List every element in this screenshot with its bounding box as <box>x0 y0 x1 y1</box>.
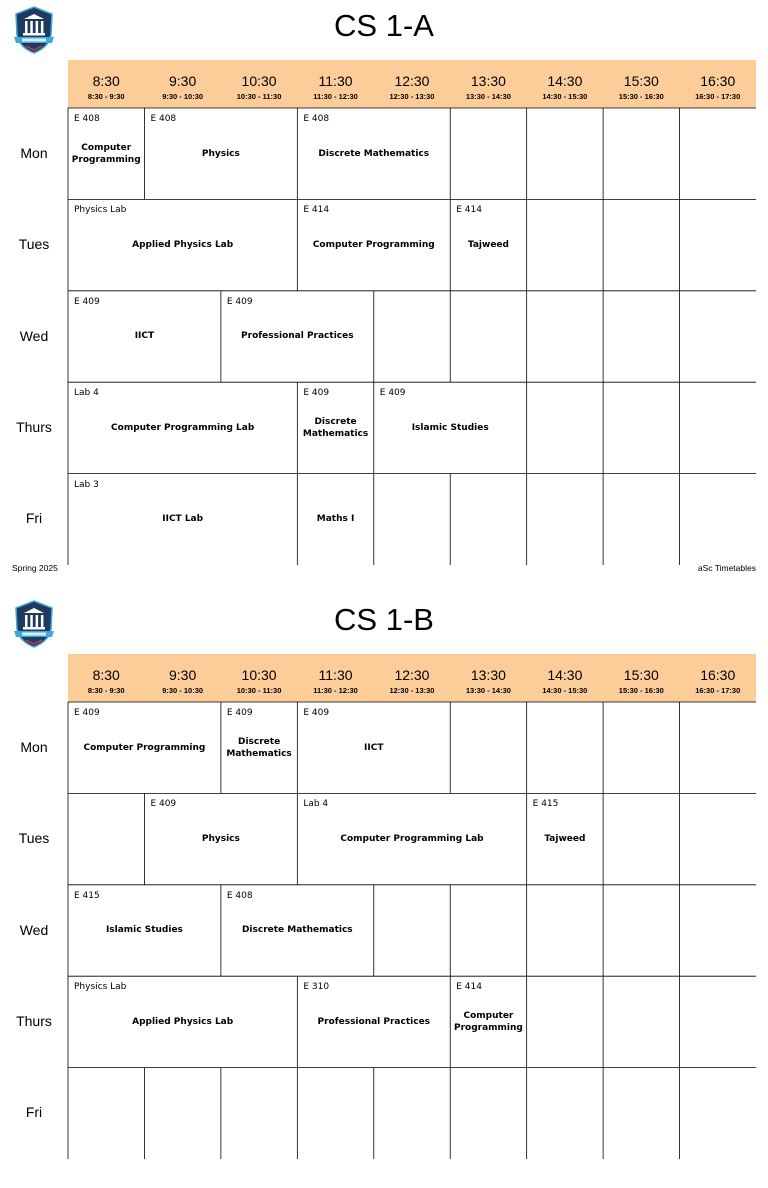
time-slot-header <box>68 654 144 702</box>
lesson-room: E 409 <box>226 296 253 307</box>
lesson-card[interactable] <box>221 291 374 382</box>
lesson-subject: Discrete Mathematics <box>241 925 353 936</box>
timetable-page <box>0 594 768 1188</box>
slot-time-range: 14:30 - 15:30 <box>542 92 588 101</box>
time-slot-header <box>527 654 603 702</box>
lesson-card[interactable] <box>68 108 144 199</box>
lesson-subject: Tajweed <box>544 834 586 845</box>
lesson-subject: Physics <box>201 148 240 159</box>
time-slot-header <box>144 654 220 702</box>
slot-start-time: 9:30 <box>169 73 197 89</box>
day-label: Wed <box>19 327 49 344</box>
lesson-subject: Discrete Mathematics <box>318 148 430 159</box>
slot-time-range: 12:30 - 13:30 <box>389 92 435 101</box>
slot-start-time: 15:30 <box>623 667 659 683</box>
lesson-card[interactable] <box>450 976 526 1067</box>
time-slot-header <box>374 60 450 108</box>
slot-time-range: 10:30 - 11:30 <box>236 92 282 101</box>
lesson-card[interactable] <box>221 702 297 793</box>
lesson-subject: Computer Programming <box>83 742 206 753</box>
lesson-room: E 414 <box>303 205 330 216</box>
lesson-card[interactable] <box>68 474 297 565</box>
lesson-card[interactable] <box>68 885 221 976</box>
slot-start-time: 9:30 <box>169 667 197 683</box>
slot-start-time: 16:30 <box>700 667 736 683</box>
lesson-card[interactable] <box>221 885 374 976</box>
lesson-room: E 415 <box>532 799 559 810</box>
lesson-room: E 409 <box>226 708 253 718</box>
slot-time-range: 16:30 - 17:30 <box>695 686 741 695</box>
slot-start-time: 10:30 <box>241 73 277 89</box>
time-header-row <box>68 60 756 108</box>
slot-start-time: 12:30 <box>394 73 430 89</box>
lesson-room: E 409 <box>303 708 330 718</box>
time-slot-header <box>603 654 679 702</box>
slot-start-time: 12:30 <box>394 667 430 683</box>
lesson-room: Lab 3 <box>74 479 99 490</box>
time-slot-header <box>374 654 450 702</box>
lesson-room: E 409 <box>150 799 177 810</box>
lesson-card[interactable] <box>68 976 297 1067</box>
time-slot-header <box>680 60 756 108</box>
lesson-room: E 408 <box>226 890 253 901</box>
lesson-subject: Applied Physics Lab <box>132 1016 234 1027</box>
lesson-card[interactable] <box>297 108 450 199</box>
time-slot-header <box>527 60 603 108</box>
slot-start-time: 8:30 <box>92 73 120 89</box>
time-slot-header <box>450 654 526 702</box>
lesson-room: E 414 <box>456 982 482 993</box>
slot-start-time: 13:30 <box>470 73 506 89</box>
slot-time-range: 8:30 - 9:30 <box>87 92 125 101</box>
slot-time-range: 8:30 - 9:30 <box>87 686 125 695</box>
time-slot-header <box>221 60 297 108</box>
lesson-card[interactable] <box>297 382 373 473</box>
class-title: CS 1-A <box>334 8 434 43</box>
time-slot-header <box>297 60 373 108</box>
time-slot-header <box>297 654 373 702</box>
time-slot-header <box>450 60 526 108</box>
day-label: Fri <box>25 1104 43 1121</box>
lesson-subject: IICT <box>364 742 384 753</box>
lesson-room: E 409 <box>303 388 330 399</box>
lesson-card[interactable] <box>68 199 297 290</box>
time-slot-header <box>144 60 220 108</box>
lesson-subject: Discrete Mathematics <box>302 416 369 439</box>
lesson-subject: Islamic Studies <box>105 925 183 936</box>
lesson-card[interactable] <box>297 702 450 793</box>
slot-start-time: 14:30 <box>547 667 583 683</box>
lesson-subject: Discrete Mathematics <box>226 736 292 759</box>
lesson-room: Lab 4 <box>74 388 99 399</box>
lesson-subject: Islamic Studies <box>411 422 489 433</box>
lesson-room: E 310 <box>303 982 330 993</box>
slot-time-range: 13:30 - 14:30 <box>465 686 511 695</box>
lesson-card[interactable] <box>297 793 526 884</box>
lesson-subject: Maths I <box>316 514 355 525</box>
lesson-subject: Computer Programming Lab <box>340 834 484 845</box>
slot-start-time: 14:30 <box>547 73 583 89</box>
lesson-subject: Computer Programming <box>312 240 435 251</box>
lesson-card[interactable] <box>68 702 221 793</box>
lesson-card[interactable] <box>68 382 297 473</box>
lesson-subject: Computer Programming <box>454 1010 523 1033</box>
slot-time-range: 13:30 - 14:30 <box>465 92 511 101</box>
lesson-card[interactable] <box>68 291 221 382</box>
slot-time-range: 15:30 - 16:30 <box>618 92 664 101</box>
lesson-subject: Professional Practices <box>317 1016 431 1027</box>
slot-time-range: 9:30 - 10:30 <box>162 92 204 101</box>
lesson-room: E 409 <box>74 296 100 307</box>
day-label: Fri <box>25 510 43 527</box>
slot-start-time: 13:30 <box>470 667 506 683</box>
slot-time-range: 15:30 - 16:30 <box>618 686 664 695</box>
lesson-room: Physics Lab <box>74 205 127 216</box>
lesson-room: E 409 <box>74 708 100 718</box>
footer-generator: aSc Timetables <box>697 563 756 573</box>
lesson-subject: Computer Programming <box>71 142 141 165</box>
day-label: Tues <box>18 830 50 847</box>
slot-start-time: 15:30 <box>623 73 659 89</box>
lesson-room: E 409 <box>379 388 406 399</box>
day-label: Thurs <box>16 1012 52 1029</box>
lesson-subject: IICT Lab <box>162 514 204 525</box>
time-slot-header <box>68 60 144 108</box>
slot-start-time: 10:30 <box>241 667 277 683</box>
lesson-subject: Tajweed <box>467 240 509 251</box>
lesson-room: E 415 <box>74 890 100 901</box>
lesson-subject: Professional Practices <box>241 331 354 342</box>
slot-start-time: 8:30 <box>92 667 120 683</box>
lesson-room: E 408 <box>150 114 177 124</box>
slot-time-range: 14:30 - 15:30 <box>542 686 588 695</box>
lesson-card[interactable] <box>297 199 450 290</box>
lesson-card[interactable] <box>450 199 526 290</box>
footer-term: Spring 2025 <box>12 563 58 573</box>
lesson-subject: Physics <box>201 834 240 845</box>
lesson-card[interactable] <box>527 793 603 884</box>
lesson-room: E 414 <box>456 205 482 216</box>
lesson-subject: Computer Programming Lab <box>111 422 255 433</box>
class-title: CS 1-B <box>334 602 434 637</box>
lesson-card[interactable] <box>374 382 527 473</box>
day-label: Tues <box>18 236 50 253</box>
lesson-room: E 408 <box>74 114 100 124</box>
time-slot-header <box>680 654 756 702</box>
slot-time-range: 9:30 - 10:30 <box>162 686 204 695</box>
lesson-room: E 408 <box>303 114 330 124</box>
time-slot-header <box>603 60 679 108</box>
lesson-card[interactable] <box>144 793 297 884</box>
lesson-card[interactable] <box>144 108 297 199</box>
lesson-subject: IICT <box>134 331 155 342</box>
day-label: Mon <box>20 738 48 755</box>
slot-time-range: 11:30 - 12:30 <box>313 686 358 695</box>
slot-time-range: 10:30 - 11:30 <box>236 686 282 695</box>
slot-start-time: 16:30 <box>700 73 736 89</box>
lesson-room: Physics Lab <box>74 982 127 993</box>
slot-start-time: 11:30 <box>318 667 353 683</box>
slot-start-time: 11:30 <box>318 73 353 89</box>
slot-time-range: 12:30 - 13:30 <box>389 686 435 695</box>
time-slot-header <box>221 654 297 702</box>
slot-time-range: 11:30 - 12:30 <box>313 92 358 101</box>
time-header-row <box>68 654 756 702</box>
day-label: Mon <box>20 144 48 161</box>
slot-time-range: 16:30 - 17:30 <box>695 92 741 101</box>
day-label: Wed <box>19 921 49 938</box>
day-label: Thurs <box>16 418 52 435</box>
lesson-card[interactable] <box>297 474 373 565</box>
lesson-card[interactable] <box>297 976 450 1067</box>
lesson-room: Lab 4 <box>303 799 329 810</box>
lesson-subject: Applied Physics Lab <box>132 240 234 251</box>
